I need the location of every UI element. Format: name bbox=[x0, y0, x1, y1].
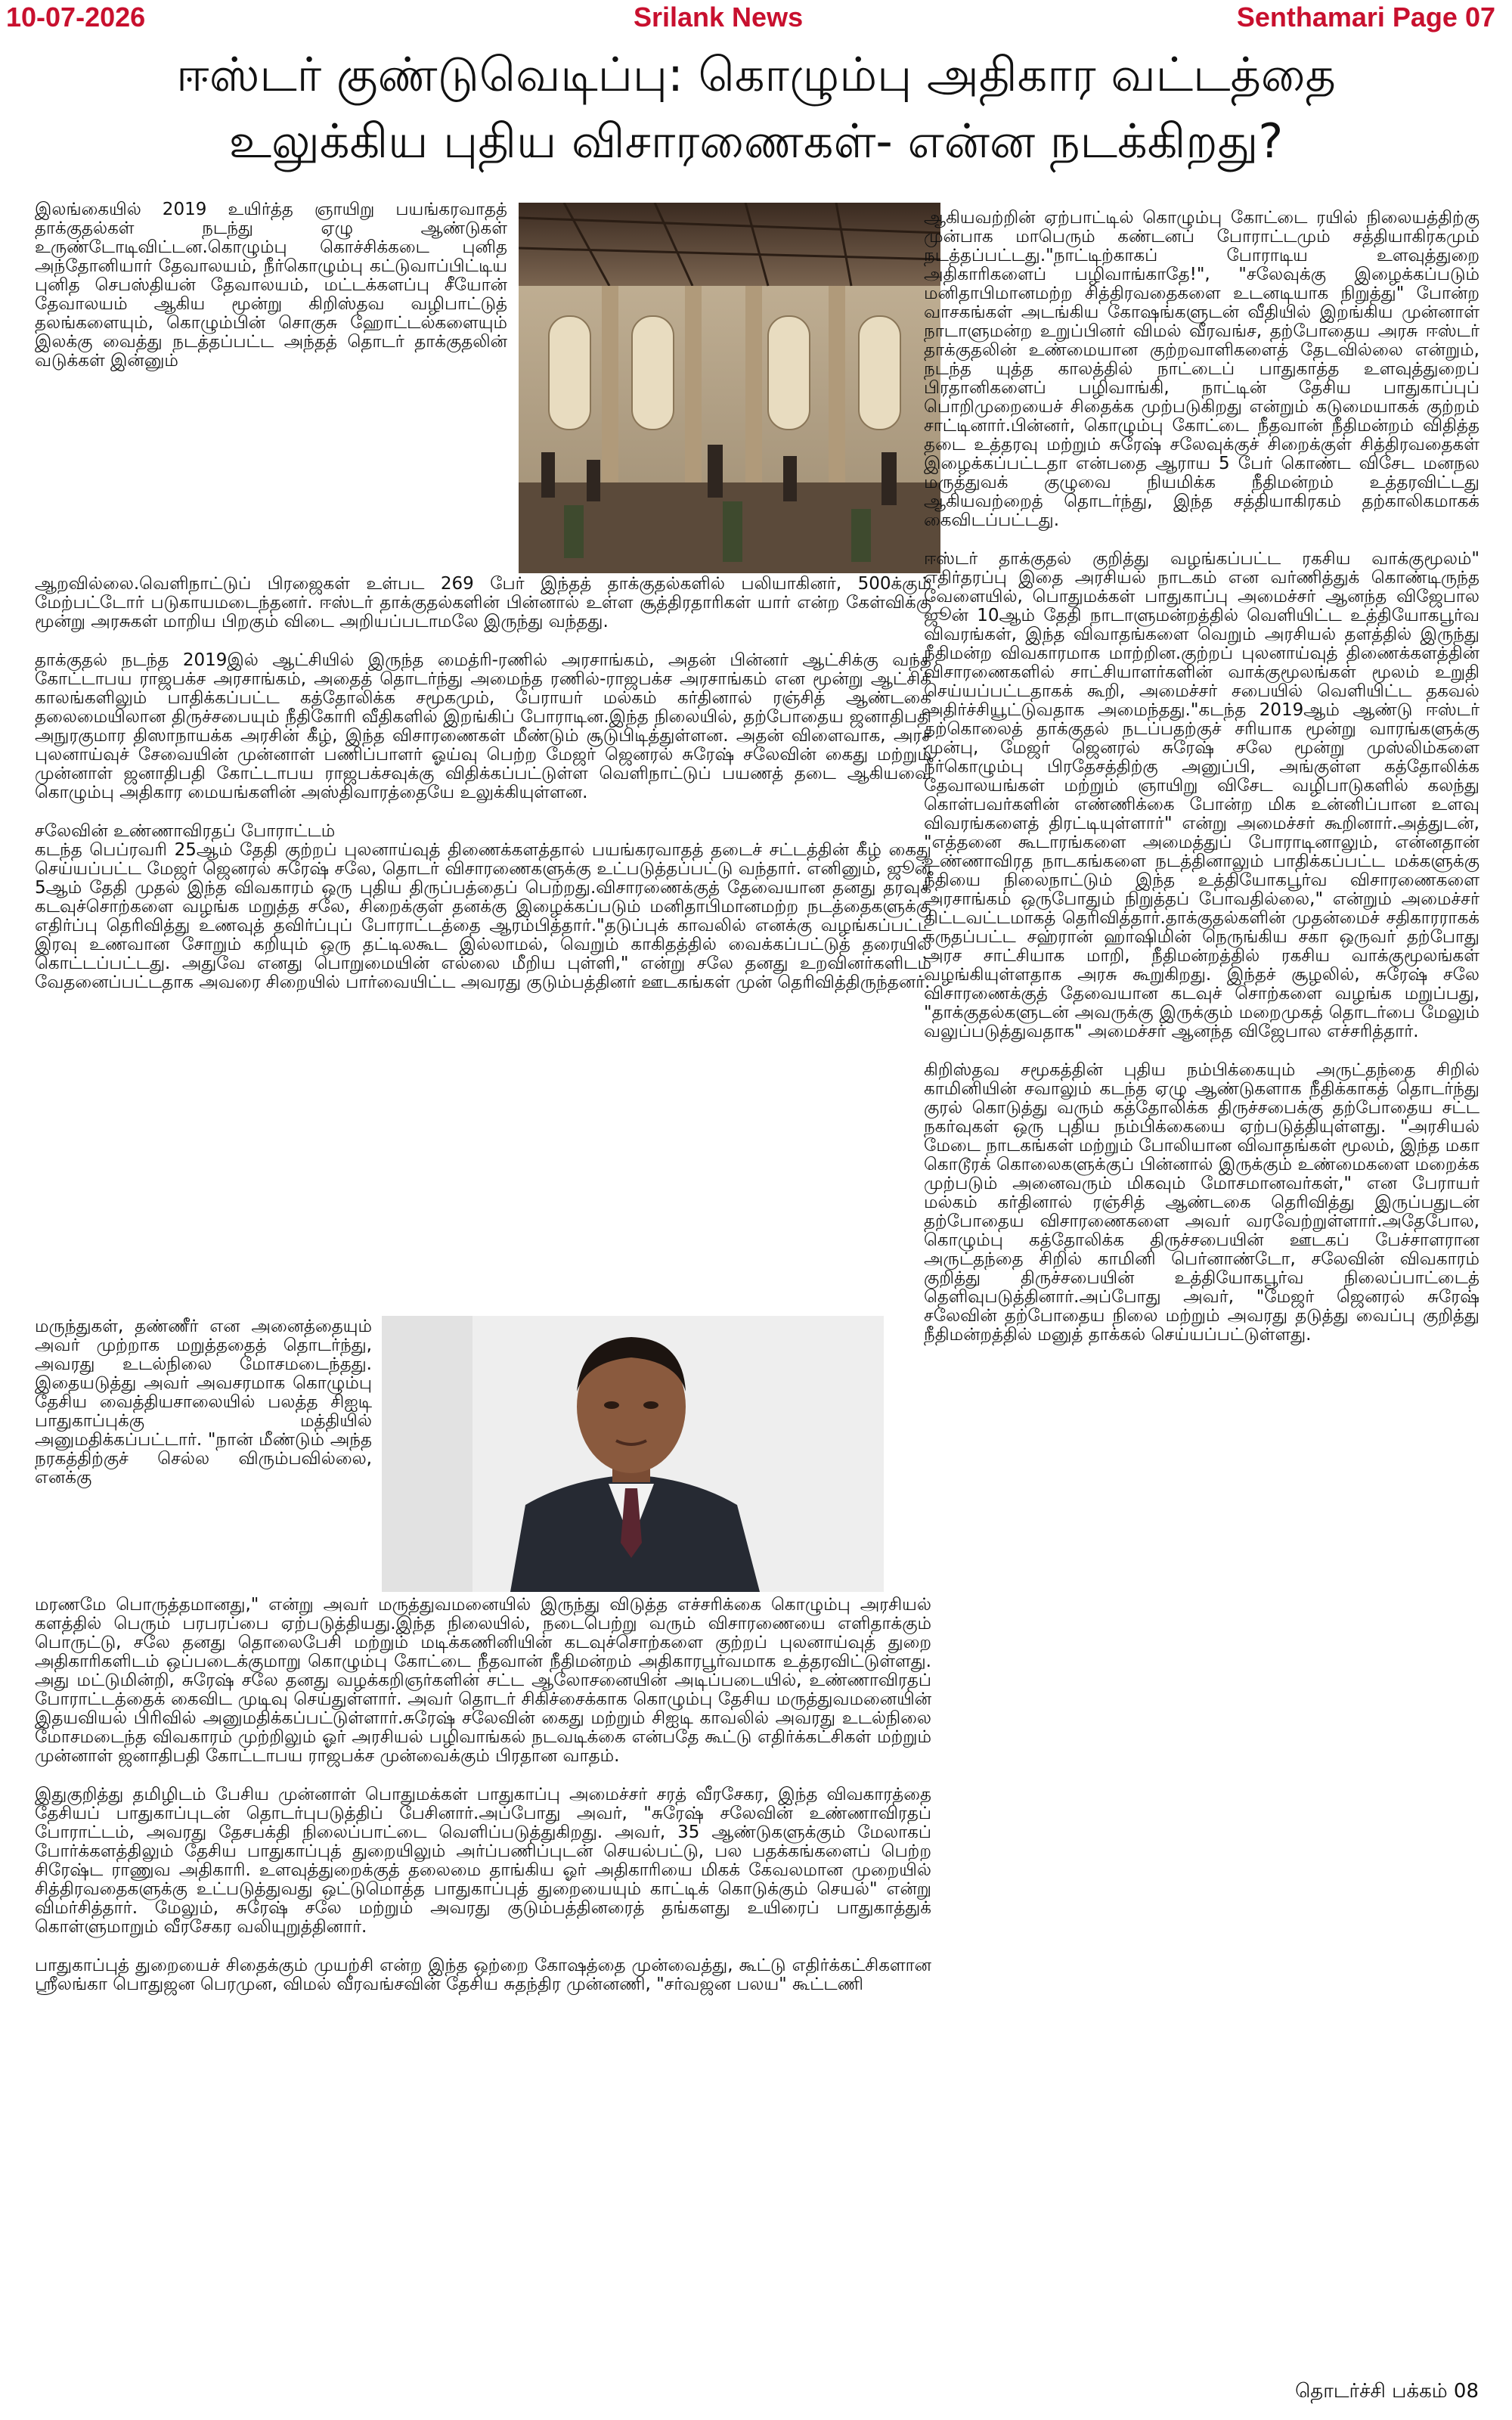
article-column-left-bottom bbox=[35, 1596, 931, 2014]
headline-line-1: ஈஸ்டர் குண்டுவெடிப்பு: கொழும்பு அதிகார வட்டத்தை bbox=[176, 47, 1336, 102]
church-interior-photo bbox=[519, 203, 940, 573]
article-column-left-mid bbox=[35, 1317, 372, 1507]
paragraph-weerasekara: இதுகுறித்து தமிழிடம் பேசிய முன்னாள் பொதுமக்கள் பாதுகாப்பு அமைச்சர் சரத் வீரசேகர, இந்த விவகாரத்தை தேசியப் பாதுகாப்புடன் தொடர்புபடுத்திப் பேசினார்.அப்போது அவர், "சுரேஷ் சலேவின் உண்ணாவிரதப் போராட்டம், அவரது தேசபக்தி நிலைப்பாட்டை வெளிப்படுத்துகிறது. அவர், 35 ஆண்டுகளுக்கும் மேலாகப் போர்க்களத்திலும் தேசிய பாதுகாப்புத் துறையிலும் அர்ப்பணிப்புடன் செயல்பட்டு, பல பதக்கங்களைப் பெற்ற சிரேஷ்ட ராணுவ அதிகாரி. உளவுத்துறைக்குத் தலைமை தாங்கிய ஓர் அதிகாரியை மிகக் கேவலமான முறையில் சித்திரவதைகளுக்கு உட்படுத்துவது ஒட்டுமொத்த பாதுகாப்புத் துறையையும் காட்டிக் கொடுக்கும் செயல்" என்று விமர்சித்தார். மேலும், சுரேஷ் சலே மற்றும் அவரது குடும்பத்தினரைத் தங்களது உயிரைப் பாதுகாத்துக் கொள்ளுமாறும் வீரசேகர வலியுறுத்தினார். bbox=[35, 1785, 931, 1937]
paragraph-opposition: பாதுகாப்புத் துறையைச் சிதைக்கும் முயற்சி என்ற இந்த ஒற்றை கோஷத்தை முன்வைத்து, கூட்டு எதிர்க்கட்சிகளான ஸ்ரீலங்கா பொதுஜன பெரமுன, விமல் வீரவங்சவின் தேசிய சுதந்திர முன்னணி, "சர்வஜன பலய" கூட்டணி bbox=[35, 1956, 931, 1994]
paragraph-protest: ஆகியவற்றின் ஏற்பாட்டில் கொழும்பு கோட்டை ரயில் நிலையத்திற்கு முன்பாக மாபெரும் கண்டனப் போராட்டமும் சத்தியாகிரகமும் நடத்தப்பட்டது."நாட்டிற்காகப் போராடிய உளவுத்துறை அதிகாரிகளைப் பழிவாங்காதே!", "சலேவுக்கு இழைக்கப்படும் மனிதாபிமானமற்ற சித்திரவதைகளை உடனடியாக நிறுத்து" போன்ற வாசகங்கள் அடங்கிய கோஷங்களுடன் வீதியில் இறங்கிய முன்னாள் நாடாளுமன்ற உறுப்பினர் விமல் வீரவங்ச, தற்போதைய அரசு ஈஸ்டர் தாக்குதலின் உண்மையான குற்றவாளிகளைத் தேடவில்லை என்றும், நடந்த யுத்த காலத்தில் நாட்டைப் பாதுகாத்த உளவுத்துறைப் பிரதானிகளைப் பழிவாங்கி, நாட்டின் தேசிய பாதுகாப்புப் பொறிமுறையைச் சிதைக்க முற்படுகிறது என்றும் கடுமையாகக் குற்றம் சாட்டினார்.பின்னர், கொழும்பு கோட்டை நீதவான் நீதிமன்றம் விதித்த தடை உத்தரவு மற்றும் சுரேஷ் சலேவுக்குச் சிறைக்குள் சித்திரவதைகள் இழைக்கப்பட்டதா என்பதை ஆராய 5 பேர் கொண்ட விசேட மனநல மருத்துவக் குழுவை நியமிக்க நீதிமன்றம் உத்தரவிட்டது ஆகியவற்றைத் தொடர்ந்து, இந்த சத்தியாகிரகம் தற்காலிகமாகக் கைவிடப்பட்டது. bbox=[924, 208, 1479, 530]
portrait-illustration bbox=[382, 1316, 884, 1592]
paragraph-casualties: ஆறவில்லை.வெளிநாட்டுப் பிரஜைகள் உள்பட 269 பேர் இந்தத் தாக்குதல்களில் பலியாகினர், 500க்கும் மேற்பட்டோர் படுகாயமடைந்தனர். ஈஸ்டர் தாக்குதல்களின் பின்னால் உள்ள சூத்திரதாரிகள் யார் என்ற கேள்விக்கு மூன்று அரசுகள் மாறிய பிறகும் விடை அறியப்படாமலே இருந்து வந்தது. bbox=[35, 574, 931, 631]
paragraph-governments: தாக்குதல் நடந்த 2019இல் ஆட்சியில் இருந்த மைத்ரி-ரணில் அரசாங்கம், அதன் பின்னர் ஆட்சிக்கு வந்த கோட்டாபய ராஜபக்ச அரசாங்கம், அதைத் தொடர்ந்து அமைந்த ரணில்-ராஜபக்ச அரசாங்கம் என மூன்று ஆட்சிக் காலங்களிலும் பாதிக்கப்பட்ட கத்தோலிக்க சமூகமும், பேராயர் மல்கம் கர்தினால் ரஞ்சித் ஆண்டகை தலைமையிலான திருச்சபையும் நீதிகோரி வீதிகளில் இறங்கிப் போராடின.இந்த நிலையில், தற்போதைய ஜனாதிபதி அநுரகுமார திஸாநாயக்க அரசின் கீழ், இந்த விசாரணைகள் மீண்டும் சூடுபிடித்துள்ளன. அதன் விளைவாக, அரச புலனாய்வுச் சேவையின் முன்னாள் பணிப்பாளர் ஓய்வு பெற்ற மேஜர் ஜெனரல் சுரேஷ் சலேவின் கைது மற்றும் முன்னாள் ஜனாதிபதி கோட்டாபய ராஜபக்சவுக்கு விதிக்கப்பட்டுள்ள வெளிநாட்டுப் பயணத் தடை ஆகியவை கொழும்பு அதிகார மையங்களின் அஸ்திவாரத்தையே உலுக்கியுள்ளன. bbox=[35, 650, 931, 802]
publication-name: Srilank News bbox=[634, 2, 804, 33]
subheading-hunger-strike: சலேவின் உண்ணாவிரதப் போராட்டம் bbox=[35, 821, 336, 841]
church-interior-illustration bbox=[519, 203, 940, 573]
intro-paragraph: இலங்கையில் 2019 உயிர்த்த ஞாயிறு பயங்கரவாதத் தாக்குதல்கள் நடந்து ஏழு ஆண்டுகள் உருண்டோடிவிட்டன.கொழும்பு கொச்சிக்கடை புனித அந்தோனியார் தேவாலயம், நீர்கொழும்பு கட்டுவாப்பிட்டிய புனித செபஸ்தியன் தேவாலயம், மட்டக்களப்பு சீயோன் தேவாலயம் ஆகிய மூன்று கிறிஸ்தவ வழிபாட்டுத் தலங்களையும், கொழும்பின் சொகுசு ஹோட்டல்களையும் இலக்கு வைத்து நடத்தப்பட்ட அந்தத் தொடர் தாக்குதலின் வடுக்கள் இன்னும் bbox=[35, 200, 507, 371]
portrait-photo bbox=[382, 1316, 884, 1592]
article-column-left-top bbox=[35, 200, 507, 390]
paragraph-hospital: மருந்துகள், தண்ணீர் என அனைத்தையும் அவர் முற்றாக மறுத்ததைத் தொடர்ந்து, அவரது உடல்நிலை மோசமடைந்தது. இதையடுத்து அவர் அவசரமாக கொழும்பு தேசிய வைத்தியசாலையில் பலத்த சிஐடி பாதுகாப்புக்கு மத்தியில் அனுமதிக்கப்பட்டார். "நான் மீண்டும் அந்த நரகத்திற்குச் செல்ல விரும்பவில்லை, எனக்கு bbox=[35, 1317, 372, 1488]
paragraph-court-order: மரணமே பொருத்தமானது," என்று அவர் மருத்துவமனையில் இருந்து விடுத்த எச்சரிக்கை கொழும்பு அரசியல் களத்தில் பெரும் பரபரப்பை ஏற்படுத்தியது.இந்த நிலையில், நடைபெற்று வரும் விசாரணையை எளிதாக்கும் பொருட்டு, சலே தனது தொலைபேசி மற்றும் மடிக்கணினியின் கடவுச்சொற்களை குற்றப் புலனாய்வுத் துறை அதிகாரிகளிடம் ஒப்படைக்குமாறு கொழும்பு கோட்டை நீதவான் நீதிமன்றம் அதிகாரபூர்வமாக உத்தரவிட்டுள்ளது. அது மட்டுமின்றி, சுரேஷ் சலே தனது வழக்கறிஞர்களின் சட்ட ஆலோசனையின் அடிப்படையில், உண்ணாவிரதப் போராட்டத்தைக் கைவிட முடிவு செய்துள்ளார். அவர் தொடர் சிகிச்சைக்காக கொழும்பு தேசிய மருத்துவமனையின் இதயவியல் பிரிவில் அனுமதிக்கப்பட்டுள்ளார்.சுரேஷ் சலேவின் கைது மற்றும் சிஐடி காவலில் அவரது உடல்நிலை மோசமடைந்த விவகாரம் முற்றிலும் ஓர் அரசியல் பழிவாங்கல் நடவடிக்கை என்பதே கூட்டு எதிர்க்கட்சிகள் மற்றும் முன்னாள் ஜனாதிபதி கோட்டாபய ராஜபக்ச முன்வைக்கும் பிரதான வாதம். bbox=[35, 1595, 931, 1766]
paragraph-secret-statement: ஈஸ்டர் தாக்குதல் குறித்து வழங்கப்பட்ட ரகசிய வாக்குமூலம்" எதிர்தரப்பு இதை அரசியல் நாடகம் என வர்ணித்துக் கொண்டிருந்த வேளையில், பொதுமக்கள் பாதுகாப்பு அமைச்சர் ஆனந்த விஜேபால ஜூன் 10ஆம் தேதி நாடாளுமன்றத்தில் வெளியிட்ட உத்தியோகபூர்வ விவரங்கள், இந்த விவாதங்களை வெறும் அரசியல் தளத்தில் இருந்து நீதிமன்ற விவகாரமாக மாற்றின.குற்றப் புலனாய்வுத் திணைக்களத்தின் விசாரணைகளில் சாட்சியாளர்களின் வாக்குமூலங்கள் மூலம் உறுதி செய்யப்பட்டதாகக் கூறி, அமைச்சர் சபையில் வெளியிட்ட தகவல் அதிர்ச்சியூட்டுவதாக அமைந்தது."கடந்த 2019ஆம் ஆண்டு ஈஸ்டர் தற்கொலைத் தாக்குதல் நடப்பதற்குச் சரியாக மூன்று வாரங்களுக்கு முன்பு, மேஜர் ஜெனரல் சுரேஷ் சலே மூன்று முஸ்லிம்களை நீர்கொழும்பு பிரதேசத்திற்கு அனுப்பி, அங்குள்ள கத்தோலிக்க தேவாலயங்கள் மற்றும் ஞாயிறு விசேட வழிபாடுகளில் கலந்து கொள்பவர்களின் எண்ணிக்கை போன்ற மிக உன்னிப்பான உளவு விவரங்களைத் திரட்டியுள்ளார்" என்று அமைச்சர் கூறினார்.அத்துடன், "எத்தனை கூடாரங்களை அமைத்துப் போராடினாலும், என்னதான் உண்ணாவிரத நாடகங்களை நடத்தினாலும் பாதிக்கப்பட்ட மக்களுக்கு நீதியை நிலைநாட்டும் இந்த உத்தியோகபூர்வ விசாரணைகளை அரசாங்கம் ஒருபோதும் நிறுத்தப் போவதில்லை," என்றும் அமைச்சர் திட்டவட்டமாகத் தெரிவித்தார்.தாக்குதல்களின் முதன்மைச் சதிகாரராகக் கருதப்பட்ட சஹ்ரான் ஹாஷிமின் நெருங்கிய சகா ஒருவர் தற்போது அரச சாட்சியாக மாறி, நீதிமன்றத்தில் ரகசிய வாக்குமூலங்கள் வழங்கியுள்ளதாக அரசு கூறுகிறது. இந்தச் சூழலில், சுரேஷ் சலே விசாரணைக்குத் தேவையான கடவுச் சொற்களை வழங்க மறுப்பது, "தாக்குதல்களுடன் அவருக்கு இருக்கும் மறைமுகத் தொடர்பை மேலும் வலுப்படுத்துவதாக" அமைச்சர் ஆனந்த விஜேபால எச்சரித்தார். bbox=[924, 549, 1479, 1041]
headline-line-2: உலுக்கிய புதிய விசாரணைகள்- என்ன நடக்கிறது? bbox=[228, 113, 1284, 169]
paragraph-hunger-strike: கடந்த பெப்ரவரி 25ஆம் தேதி குற்றப் புலனாய்வுத் திணைக்களத்தால் பயங்கரவாதத் தடைச் சட்டத்தின் கீழ் கைது செய்யப்பட்ட மேஜர் ஜெனரல் சுரேஷ் சலே, தொடர் விசாரணைகளுக்கு உட்படுத்தப்பட்டு வந்தார். எனினும், ஜூன் 5ஆம் தேதி முதல் இந்த விவகாரம் ஒரு புதிய திருப்பத்தைப் பெற்றது.விசாரணைக்குத் தேவையான தனது தரவுக் கடவுச்சொற்களை வழங்க மறுத்த சலே, சிறைக்குள் தனக்கு இழைக்கப்படும் மனிதாபிமானமற்ற நடத்தைகளுக்கு எதிர்ப்பு தெரிவித்து உணவுத் தவிர்ப்புப் போராட்டத்தை ஆரம்பித்தார்."தடுப்புக் காவலில் எனக்கு வழங்கப்பட்ட இரவு உணவான சோறும் கறியும் ஒரு தட்டிலகூட இல்லாமல், வெறும் காகிதத்தில் வைக்கப்பட்டுத் தரையில் கொட்டப்பட்டது. அதுவே எனது பொறுமையின் எல்லை மீறிய புள்ளி," என்று சலே தனது உறவினர்களிடம் வேதனைப்பட்டதாக அவரை சிறையில் பார்வையிட்ட அவரது குடும்பத்தினர் ஊடகங்கள் முன் தெரிவித்திருந்தனர். bbox=[35, 840, 931, 992]
headline bbox=[0, 42, 1512, 175]
masthead-bar bbox=[0, 0, 1512, 38]
article-column-right bbox=[924, 209, 1479, 1364]
edition-page-label: Senthamari Page 07 bbox=[1236, 2, 1495, 33]
continued-on-page: தொடர்ச்சி பக்கம் 08 bbox=[1295, 2380, 1479, 2403]
article-column-left-wide bbox=[35, 575, 931, 1012]
paragraph-church: கிறிஸ்தவ சமூகத்தின் புதிய நம்பிக்கையும் அருட்தந்தை சிறில் காமினியின் சவாலும் கடந்த ஏழு ஆண்டுகளாக நீதிக்காகத் தொடர்ந்து குரல் கொடுத்து வரும் கத்தோலிக்க திருச்சபைக்கு தற்போதைய சட்ட நகர்வுகள் ஒரு புதிய நம்பிக்கையை ஏற்படுத்தியுள்ளது. "அரசியல் மேடை நாடகங்கள் மற்றும் போலியான விவாதங்கள் மூலம், இந்த மகா கொடூரக் கொலைகளுக்குப் பின்னால் இருக்கும் உண்மைகளை மறைக்க முற்படும் அனைவரும் மிகவும் மோசமானவர்கள்," என பேராயர் மல்கம் கர்தினால் ரஞ்சித் ஆண்டகை தெரிவித்து இருப்பதுடன் தற்போதைய விசாரணைகளை அவர் வரவேற்றுள்ளார்.அதேபோல, கொழும்பு கத்தோலிக்க திருச்சபையின் ஊடகப் பேச்சாளரான அருட்தந்தை சிறில் காமினி பெர்னாண்டோ, சலேவின் விவகாரம் குறித்து திருச்சபையின் உத்தியோகபூர்வ நிலைப்பாட்டைத் தெளிவுபடுத்தினார்.அப்போது அவர், "மேஜர் ஜெனரல் சுரேஷ் சலேவின் தற்போதைய நிலை மற்றும் அவரது தடுத்து வைப்பு குறித்து நீதிமன்றத்தில் மனுத் தாக்கல் செய்யப்பட்டுள்ளது. bbox=[924, 1060, 1479, 1345]
issue-date: 10-07-2026 bbox=[6, 2, 146, 33]
